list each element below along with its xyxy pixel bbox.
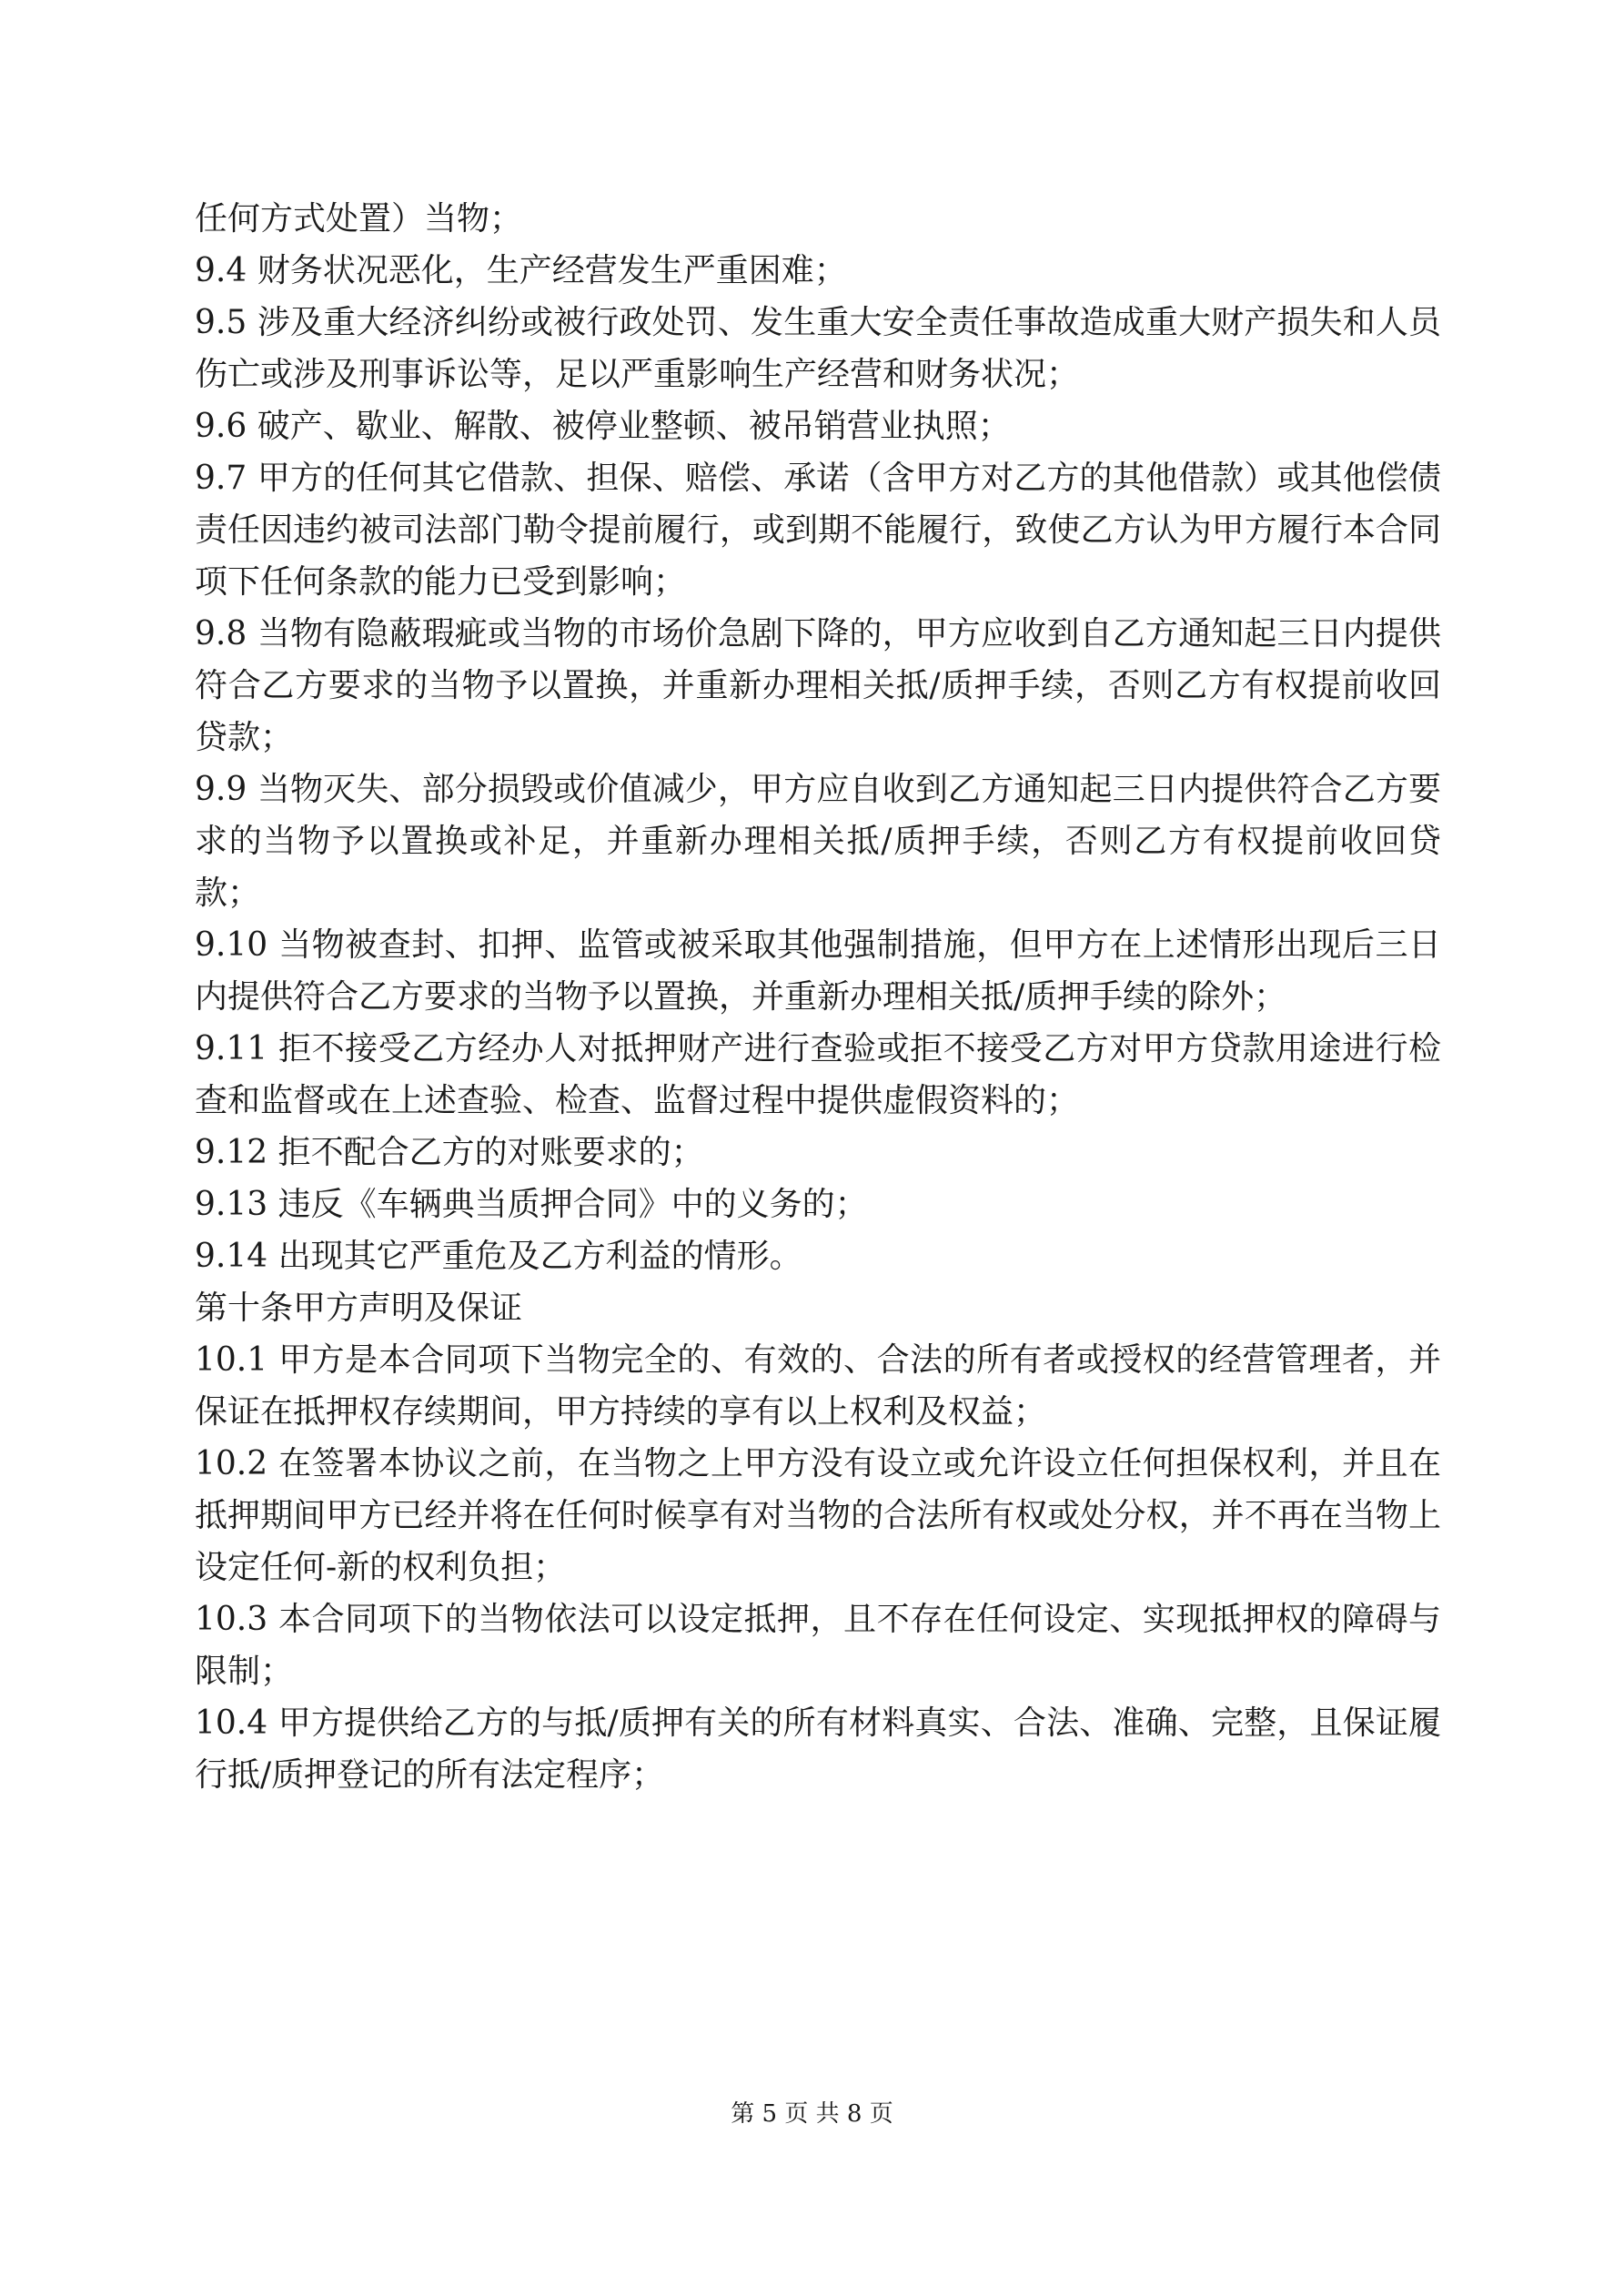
paragraph: 9.13 违反《车辆典当质押合同》中的义务的； bbox=[195, 1186, 868, 1223]
paragraph: 9.6 破产、歇业、解散、被停业整顿、被吊销营业执照； bbox=[195, 408, 1011, 445]
paragraph: 9.14 出现其它严重危及乙方利益的情形。 bbox=[195, 1238, 802, 1275]
paragraph: 9.4 财务状况恶化，生产经营发生严重困难； bbox=[195, 252, 847, 289]
paragraph: 9.5 涉及重大经济纠纷或被行政处罚、发生重大安全责任事故造成重大财产损失和人员伤亡或涉及刑事诉讼等，足以严重影响生产经营和财务状况； bbox=[195, 304, 1441, 393]
paragraph: 10.3 本合同项下的当物依法可以设定抵押，且不存在任何设定、实现抵押权的障碍与限制； bbox=[195, 1601, 1441, 1690]
page-number: 第 5 页 共 8 页 bbox=[731, 2100, 893, 2128]
paragraph: 9.12 拒不配合乙方的对账要求的； bbox=[195, 1134, 704, 1171]
paragraph: 10.2 在签署本协议之前，在当物之上甲方没有设立或允许设立任何担保权利，并且在抵押期间甲方已经并将在任何时候享有对当物的合法所有权或处分权，并不再在当物上设定任何-新的权利负担； bbox=[195, 1445, 1441, 1586]
paragraph: 9.9 当物灭失、部分损毁或价值减少，甲方应自收到乙方通知起三日内提供符合乙方要求的当物予以置换或补足，并重新办理相关抵/质押手续，否则乙方有权提前收回贷款； bbox=[195, 771, 1441, 912]
section-heading: 第十条甲方声明及保证 bbox=[195, 1290, 523, 1327]
paragraph: 10.1 甲方是本合同项下当物完全的、有效的、合法的所有者或授权的经营管理者，并保证在抵押权存续期间，甲方持续的享有以上权利及权益； bbox=[195, 1341, 1441, 1431]
page-footer bbox=[0, 2099, 1624, 2129]
paragraph: 9.8 当物有隐蔽瑕疵或当物的市场价急剧下降的，甲方应收到自乙方通知起三日内提供符合乙方要求的当物予以置换，并重新办理相关抵/质押手续，否则乙方有权提前收回贷款； bbox=[195, 615, 1441, 756]
paragraph: 10.4 甲方提供给乙方的与抵/质押有关的所有材料真实、合法、准确、完整，且保证履行抵/质押登记的所有法定程序； bbox=[195, 1704, 1441, 1794]
paragraph: 9.7 甲方的任何其它借款、担保、赔偿、承诺（含甲方对乙方的其他借款）或其他偿债责任因违约被司法部门勒令提前履行，或到期不能履行，致使乙方认为甲方履行本合同项下任何条款的能力已受到影响； bbox=[195, 460, 1441, 601]
paragraph: 任何方式处置）当物； bbox=[195, 200, 523, 238]
paragraph: 9.10 当物被查封、扣押、监管或被采取其他强制措施，但甲方在上述情形出现后三日内提供符合乙方要求的当物予以置换，并重新办理相关抵/质押手续的除外； bbox=[195, 926, 1441, 1016]
contract-body bbox=[195, 193, 1441, 1801]
paragraph: 9.11 拒不接受乙方经办人对抵押财产进行查验或拒不接受乙方对甲方贷款用途进行检查和监督或在上述查验、检查、监督过程中提供虚假资料的； bbox=[195, 1030, 1441, 1119]
